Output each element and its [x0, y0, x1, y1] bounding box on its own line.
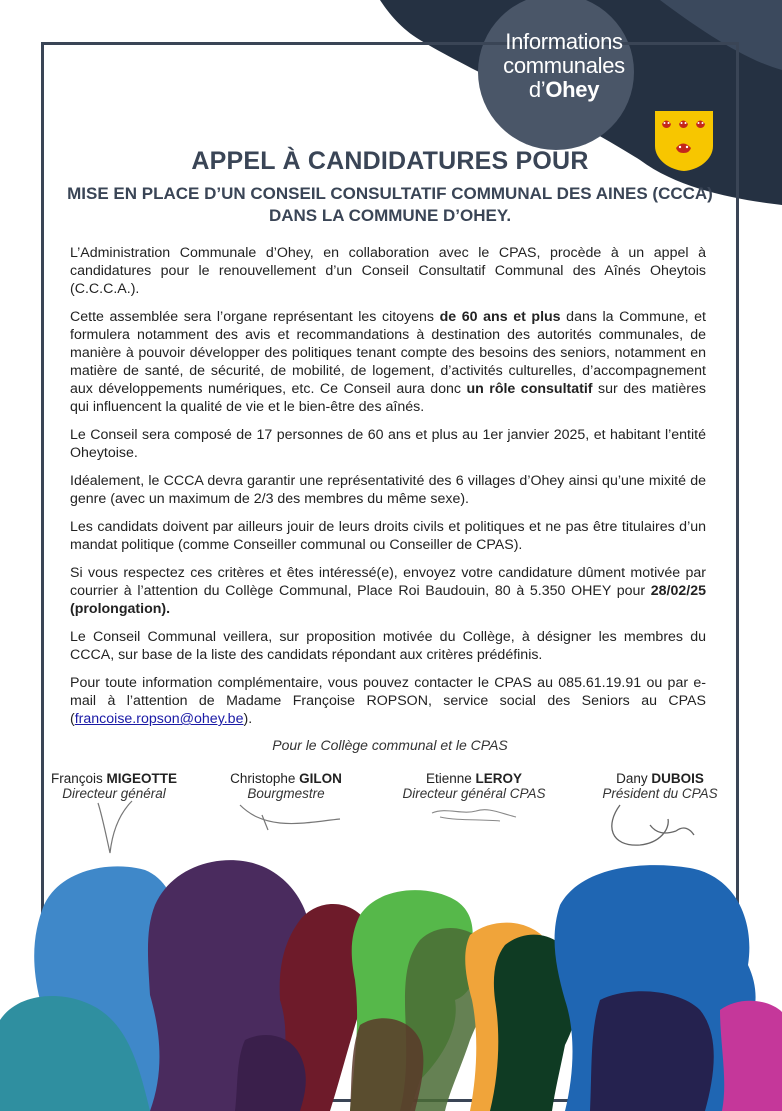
- page-title: APPEL À CANDIDATURES POUR: [191, 147, 589, 175]
- paragraph-assembly: Cette assemblée sera l’organe représentant les citoyens de 60 ans et plus dans la Commune, et formulera notamment des avis et recommandations à destination des autorités communales, de manière à pouvoir développer des politiques tenant compte des besoins des seniors, notamment en matière de santé, de sécurité, de mobilité, de logement, d’activités culturelles, d’accompagnement aux développements numériques, etc. Ce Conseil aura donc un rôle consultatif sur des matières qui influencent la qualité de vie et le bien-être des aînés.: [70, 309, 706, 415]
- brand-line1: Informations: [505, 29, 623, 54]
- page-subtitle-line2: DANS LA COMMUNE D’OHEY.: [268, 206, 512, 225]
- brand-line2: communales: [503, 53, 625, 78]
- signatory-leroy: Etienne LEROY Directeur général CPAS: [402, 771, 546, 801]
- paragraph-application: Si vous respectez ces critères et êtes intéressé(e), envoyez votre candidature dûment motivée par courrier à l’attention du Collège Communal, Place Roi Baudouin, 80 à 5.350 OHEY pour 28/02/25 (prolongation).: [70, 565, 706, 617]
- paragraph-composition: Le Conseil sera composé de 17 personnes de 60 ans et plus au 1er janvier 2025, et habitant l’entité Oheytoise.: [70, 427, 706, 461]
- paragraph-selection: Le Conseil Communal veillera, sur proposition motivée du Collège, à désigner les membres du CCCA, sur base de la liste des candidats répondant aux critères prédéfinis.: [70, 629, 706, 663]
- paragraph-representativity: Idéalement, le CCCA devra garantir une représentativité des 6 villages d’Ohey ainsi qu’une mixité de genre (avec un maximum de 2/3 des membres du même sexe).: [70, 473, 706, 507]
- signatory-gilon: Christophe GILON Bourgmestre: [230, 771, 342, 801]
- paragraph-contact: Pour toute information complémentaire, vous pouvez contacter le CPAS au 085.61.19.91 ou par e-mail à l’attention de Madame Françoise ROPSON, service social des Seniors au CPAS (francoise.ropson@ohey.be).: [70, 675, 706, 727]
- page-subtitle-line1: MISE EN PLACE D’UN CONSEIL CONSULTATIF COMMUNAL DES AINES (CCCA): [67, 184, 713, 203]
- brand-line3: d’Ohey: [528, 77, 600, 102]
- paragraph-intro: L’Administration Communale d’Ohey, en collaboration avec le CPAS, procède à un appel à candidatures pour le renouvellement d’un Conseil Consultatif Communal des Aînés Oheytois (C.C.C.A.).: [70, 245, 706, 297]
- paragraph-eligibility: Les candidats doivent par ailleurs jouir de leurs droits civils et politiques et ne pas être titulaires d’un mandat politique (comme Conseiller communal ou Conseiller de CPAS).: [70, 519, 706, 553]
- signatory-migeotte: François MIGEOTTE Directeur général: [50, 771, 178, 801]
- contact-email-link[interactable]: francoise.ropson@ohey.be: [74, 711, 244, 727]
- closing-line: Pour le Collège communal et le CPAS: [272, 737, 508, 753]
- signatory-dubois: Dany DUBOIS Président du CPAS: [602, 771, 718, 801]
